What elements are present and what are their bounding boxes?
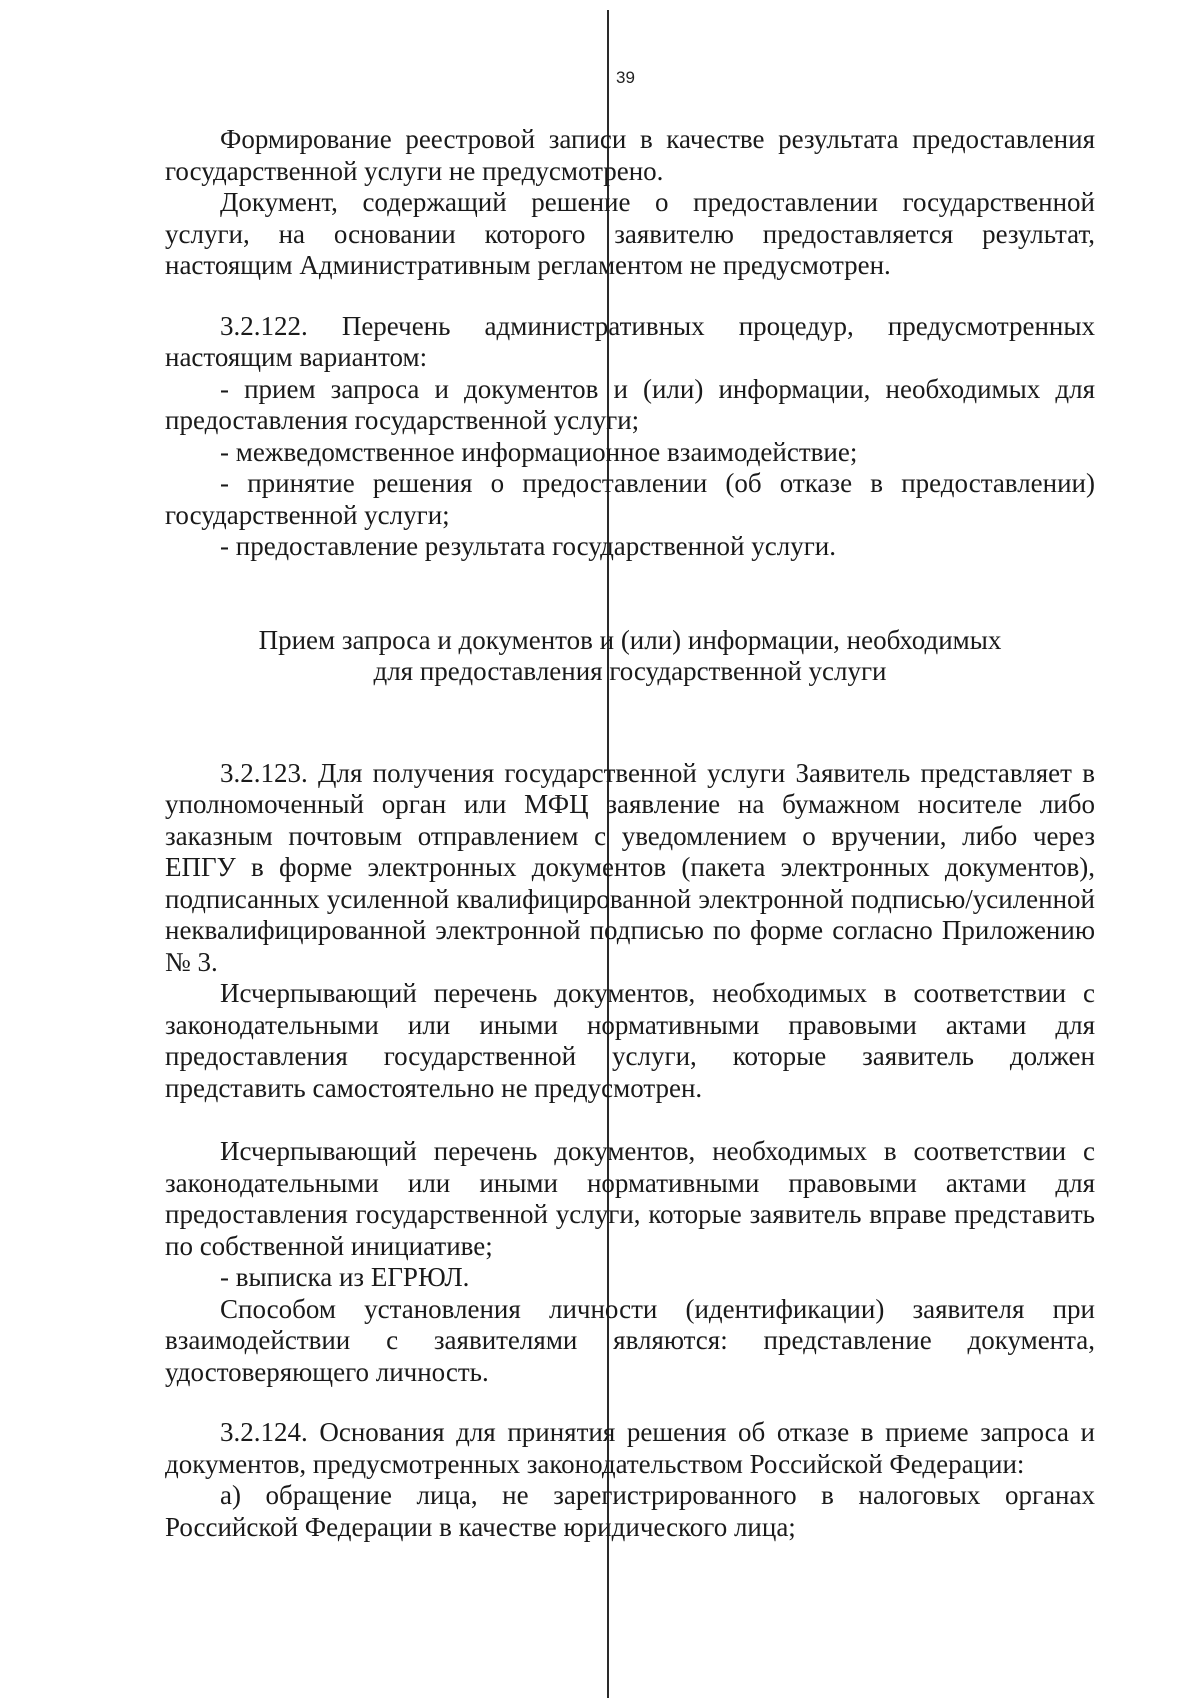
list-item-interagency-interaction: - межведомственное информационное взаимодействие; — [220, 436, 858, 467]
list-item-refusal-ground-a: а) обращение лица, не зарегистрированного в налоговых органах Российской Федерации в качестве юридического лица; — [165, 1480, 1095, 1542]
paragraph-3-2-122: 3.2.122. Перечень административных процедур, предусмотренных настоящим вариантом: — [165, 310, 1095, 372]
page-number: 39 — [616, 68, 635, 87]
paragraph-optional-documents: Исчерпывающий перечень документов, необходимых в соответствии с законодательными или иными нормативными правовыми актами для предоставления государственной услуги, которые заявитель вправе представить по собственной инициативе; — [165, 1136, 1095, 1261]
document-body — [165, 124, 1095, 1543]
list-item-egrul-extract: - выписка из ЕГРЮЛ. — [220, 1262, 470, 1292]
section-heading-line-1: Прием запроса и документов и (или) информации, необходимых — [258, 624, 1002, 655]
paragraph-identification: Способом установления личности (идентификации) заявителя при взаимодействии с заявителями являются: представление документа, удостоверяющего личность. — [165, 1293, 1095, 1387]
list-item-request-reception: - прием запроса и документов и (или) информации, необходимых для предоставления государственной услуги; — [165, 373, 1095, 435]
paragraph-decision-document: Документ, содержащий решение о предоставлении государственной услуги, на основании которого заявителю предоставляется результат, настоящим Административным регламентом не предусмотрен. — [165, 187, 1095, 280]
paragraph-registry-record: Формирование реестровой записи в качестве результата предоставления государственной услуги не предусмотрено. — [165, 124, 1095, 186]
section-heading-line-2: для предоставления государственной услуги — [373, 656, 887, 686]
paragraph-3-2-123: 3.2.123. Для получения государственной услуги Заявитель представляет в уполномоченный орган или МФЦ заявление на бумажном носителе либо заказным почтовым отправлением с уведомлением о вручении, либо через ЕПГУ в форме электронных документов (пакета электронных документов), подписанных усиленной квалифицированной электронной подписью/усиленной неквалифицированной электронной подписью по форме согласно Приложению № 3. — [165, 757, 1095, 977]
list-item-result-provision: - предоставление результата государственной услуги. — [220, 531, 836, 561]
list-item-decision-making: - принятие решения о предоставлении (об отказе в предоставлении) государственной услуги; — [165, 468, 1095, 530]
section-heading — [165, 625, 1095, 688]
paragraph-3-2-124: 3.2.124. Основания для принятия решения об отказе в приеме запроса и документов, предусмотренных законодательством Российской Федерации: — [165, 1417, 1095, 1479]
paragraph-required-documents: Исчерпывающий перечень документов, необходимых в соответствии с законодательными или иными нормативными правовыми актами для предоставления государственной услуги, которые заявитель должен представить самостоятельно не предусмотрен. — [165, 978, 1095, 1103]
